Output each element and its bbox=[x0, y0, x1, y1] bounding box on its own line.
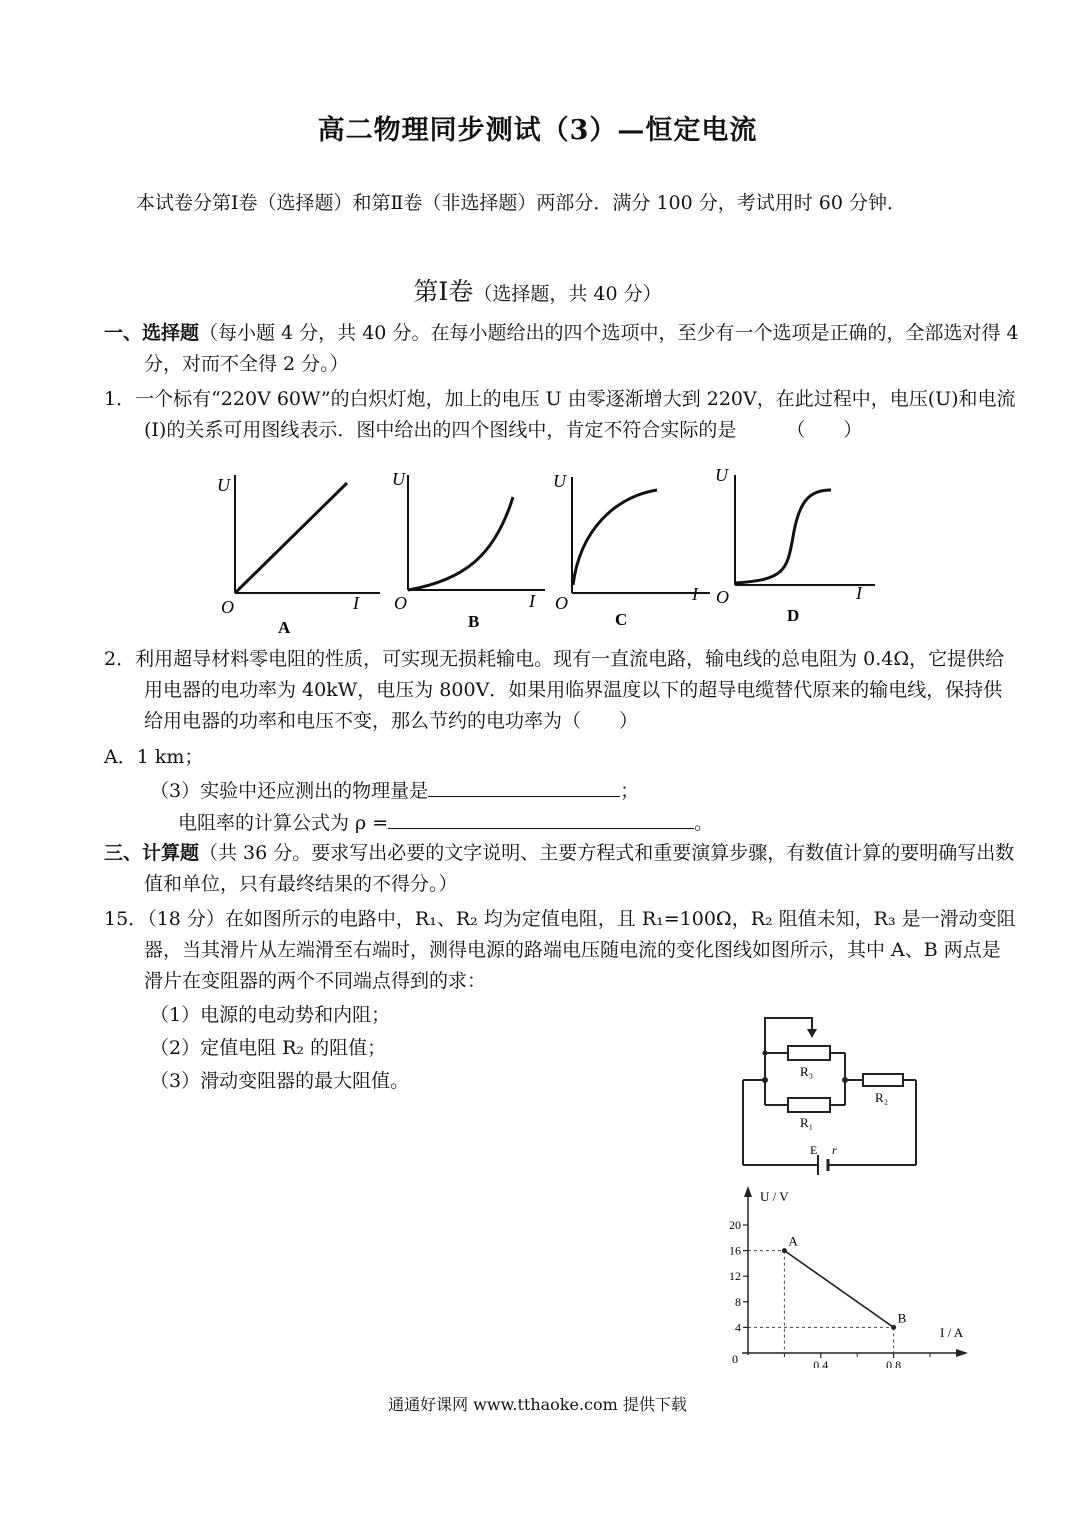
y-tick-label-3: 16 bbox=[729, 1243, 741, 1258]
exp-line2-end: 。 bbox=[694, 812, 714, 834]
q1-answer-paren: （ ） bbox=[786, 419, 863, 441]
exp-line1-end: ； bbox=[620, 780, 640, 802]
q15-text: （18 分）在如图所示的电路中，R₁、R₂ 均为定值电阻，且 R₁=100Ω，R₂ 阻值未知，R₃ 是一滑动变阻器，当其滑片从左端滑至右端时，测得电源的路端电压随电流的变化图线如图所示，其中 A、B 两点是滑片在变阻器的两个不同端点得到的求： bbox=[144, 908, 1016, 992]
graph-b-label: B bbox=[468, 612, 480, 631]
q1-graphs bbox=[195, 455, 895, 635]
resistor-r3 bbox=[788, 1046, 830, 1060]
graph-b bbox=[392, 469, 545, 631]
graph-a-label: A bbox=[278, 618, 291, 635]
part1-instructions bbox=[104, 318, 1019, 380]
graph-d-label: D bbox=[787, 606, 800, 625]
question-15 bbox=[104, 904, 1019, 997]
graph-a bbox=[217, 475, 380, 635]
q2-text: 利用超导材料零电阻的性质，可实现无损耗输电。现有一直流电路，输电线的总电阻为 0.4Ω，它提供给用电器的电功率为 40kW，电压为 800V．如果用临界温度以下的超导电缆替代原来的输电线，保持供给用电器的功率和电压不变，那么节约的电功率为（ ） bbox=[135, 648, 1005, 732]
graph-c-y-label: U bbox=[553, 471, 566, 491]
origin-label: 0 bbox=[732, 1352, 738, 1366]
section-title: 第Ⅰ卷 bbox=[413, 277, 474, 306]
question-2 bbox=[104, 644, 1019, 737]
y-tick-label-0: 4 bbox=[735, 1320, 741, 1335]
y-tick-label-2: 12 bbox=[729, 1269, 741, 1284]
graph-b-y-label: U bbox=[392, 469, 405, 489]
q15-sub-3: （3）滑动变阻器的最大阻值。 bbox=[150, 1070, 410, 1092]
question-1 bbox=[104, 384, 1019, 446]
part1-label: 一、选择题 bbox=[104, 322, 200, 344]
resistor-r1 bbox=[788, 1098, 830, 1112]
graph-d-x-label: I bbox=[856, 583, 862, 603]
resistor-r2 bbox=[863, 1074, 903, 1086]
graph-c-label: C bbox=[615, 610, 628, 629]
exp-line2-text: 电阻率的计算公式为 ρ = bbox=[178, 812, 389, 834]
graph-c-origin: O bbox=[555, 593, 568, 613]
r1-label: R₁ bbox=[800, 1115, 814, 1130]
graph-c bbox=[553, 471, 710, 629]
section-heading bbox=[0, 272, 1075, 308]
y-tick-label-1: 8 bbox=[735, 1294, 741, 1309]
q15-sub-1: （1）电源的电动势和内阻； bbox=[150, 1004, 391, 1026]
graph-c-x-label: I bbox=[692, 584, 698, 604]
experiment-line-2 bbox=[178, 806, 713, 839]
graph-a-y-label: U bbox=[217, 475, 230, 495]
y-axis-arrow bbox=[744, 1186, 752, 1197]
circuit-diagram bbox=[730, 1010, 930, 1182]
graph-d-y-label: U bbox=[715, 465, 728, 485]
x-axis-label: I / A bbox=[940, 1325, 964, 1340]
section-note: （选择题，共 40 分） bbox=[473, 283, 662, 305]
q15-number: 15． bbox=[104, 908, 148, 930]
q2-number: 2． bbox=[104, 648, 136, 670]
part3-instructions bbox=[104, 838, 1019, 900]
q15-sub-2: （2）定值电阻 R₂ 的阻值； bbox=[150, 1037, 387, 1059]
part1-text: （每小题 4 分，共 40 分。在每小题给出的四个选项中，至少有一个选项是正确的，全部选对得 4 分，对而不全得 2 分。） bbox=[144, 322, 1019, 375]
graph-b-origin: O bbox=[394, 593, 407, 613]
q1-text: 一个标有“220V 60W”的白炽灯炮，加上的电压 U 由零逐渐增大到 220V，在此过程中，电压(U)和电流(I)的关系可用图线表示．图中给出的四个图线中，肯定不符合实际的是 bbox=[135, 388, 1016, 441]
q1-number: 1． bbox=[104, 388, 136, 410]
q2-option-a: A．1 km； bbox=[104, 746, 204, 768]
answer-blank-2[interactable] bbox=[388, 806, 694, 829]
internal-resistance-label: r bbox=[832, 1143, 837, 1157]
graph-a-x-label: I bbox=[353, 593, 359, 613]
graph-b-x-label: I bbox=[529, 591, 535, 611]
point-label-B: B bbox=[897, 1310, 907, 1326]
point-label-A: A bbox=[788, 1233, 798, 1249]
graph-a-origin: O bbox=[221, 597, 234, 617]
ui-chart bbox=[722, 1183, 982, 1368]
part3-text: （共 36 分。要求写出必要的文字说明、主要方程式和重要演算步骤，有数值计算的要明确写出数值和单位，只有最终结果的不得分。） bbox=[144, 842, 1015, 895]
page-title: 高二物理同步测试（3）—恒定电流 bbox=[317, 115, 758, 146]
exp-line1-text: （3）实验中还应测出的物理量是 bbox=[150, 780, 429, 802]
experiment-line-1 bbox=[150, 774, 639, 807]
y-axis-label: U / V bbox=[760, 1189, 789, 1204]
graph-d bbox=[715, 465, 875, 625]
r2-label: R₂ bbox=[875, 1090, 889, 1105]
part3-label: 三、计算题 bbox=[104, 842, 200, 864]
answer-blank-1[interactable] bbox=[428, 774, 620, 797]
intro-paragraph: 本试卷分第Ⅰ卷（选择题）和第Ⅱ卷（非选择题）两部分．满分 100 分，考试用时 60 分钟． bbox=[136, 192, 907, 214]
y-tick-label-4: 20 bbox=[729, 1218, 741, 1232]
x-axis-arrow bbox=[956, 1349, 968, 1357]
line-ab bbox=[784, 1251, 893, 1328]
x-tick-label-1: 0.8 bbox=[886, 1358, 902, 1368]
graph-d-origin: O bbox=[716, 587, 729, 607]
r3-label: R₃ bbox=[800, 1064, 814, 1079]
x-tick-label-0: 0.4 bbox=[813, 1358, 829, 1368]
emf-label: E bbox=[810, 1143, 818, 1157]
footer: 通通好课网 www.tthaoke.com 提供下载 bbox=[388, 1395, 687, 1414]
